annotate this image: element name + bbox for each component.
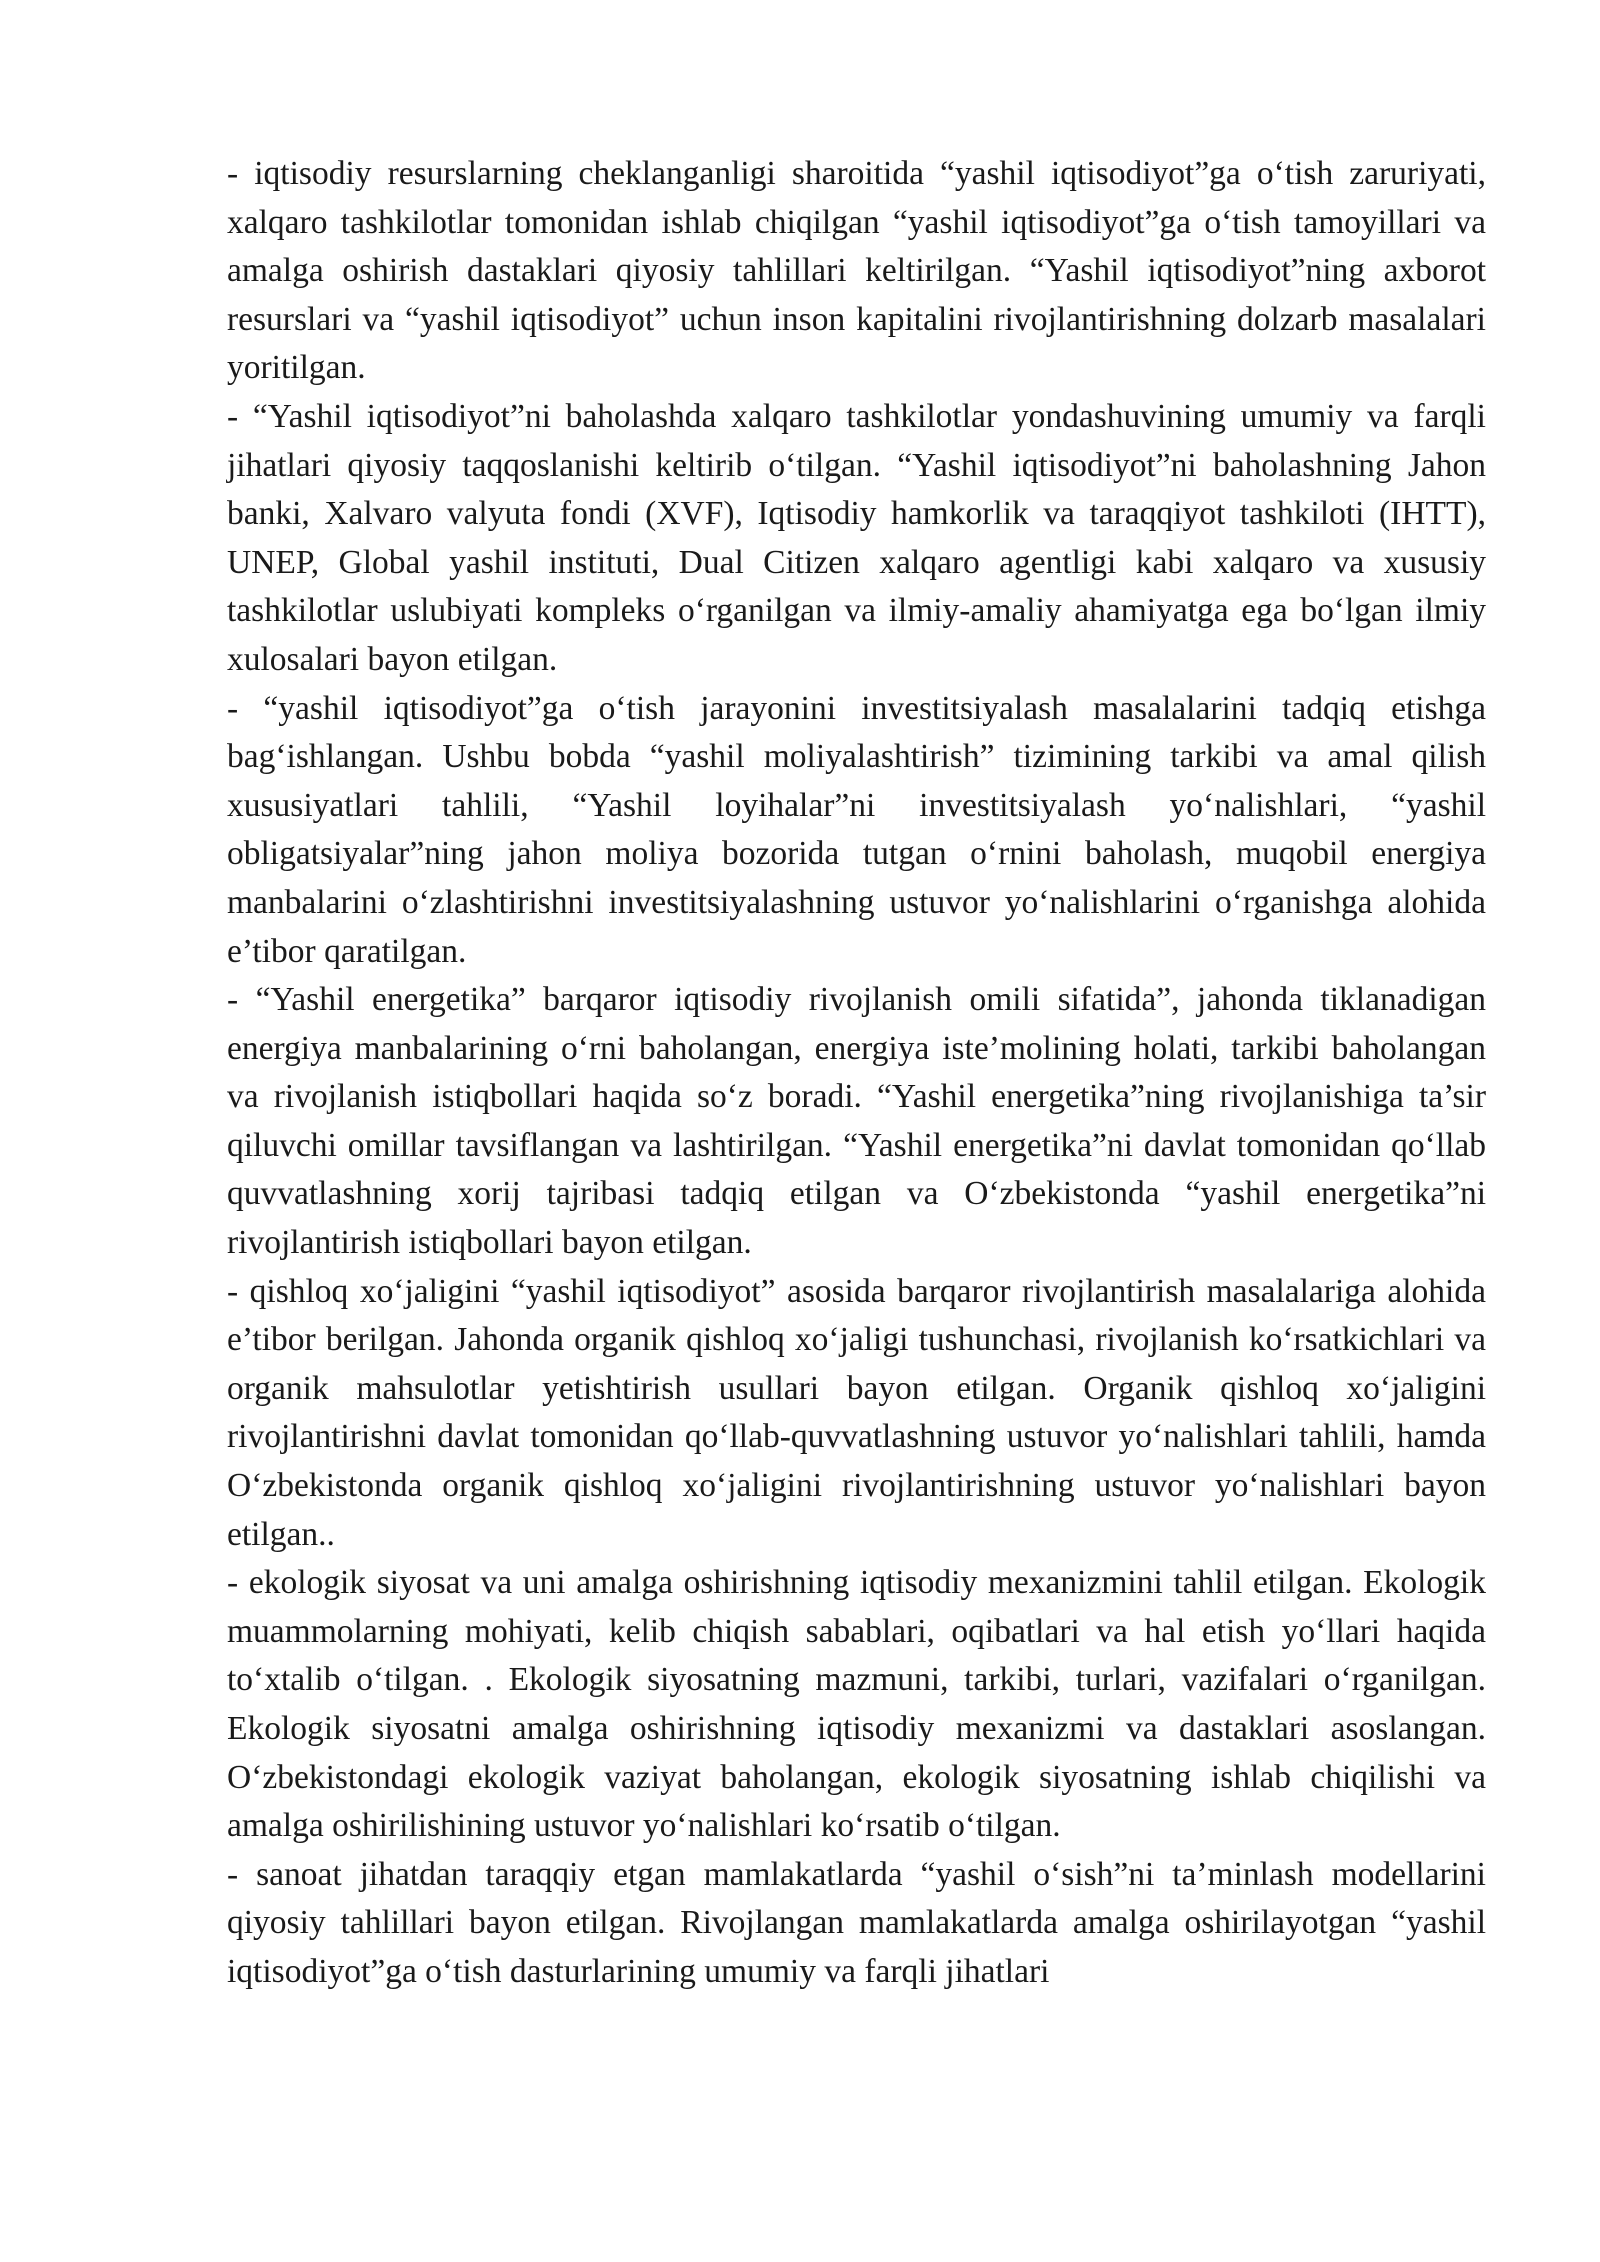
- paragraph-investment: - “yashil iqtisodiyot”ga o‘tish jarayonini investitsiyalash masalalarini tadqiq etishga bag‘ishlangan. Ushbu bobda “yashil moliyalashtirish” tizimining tarkibi va amal qilish xususiyatlari tahlili, “Yashil loyihalar”ni investitsiyalash yo‘nalishlari, “yashil obligatsiyalar”ning jahon moliya bozorida tutgan o‘rnini baholash, muqobil energiya manbalarini o‘zlashtirishni investitsiyalashning ustuvor yo‘nalishlarini o‘rganishga alohida e’tibor qaratilgan.: [227, 689, 1486, 970]
- paragraph-assessment-approaches: - “Yashil iqtisodiyot”ni baholashda xalqaro tashkilotlar yondashuvining umumiy va farqli jihatlari qiyosiy taqqoslanishi keltirib o‘tilgan. “Yashil iqtisodiyot”ni baholashning Jahon banki, Xalvaro valyuta fondi (XVF), Iqtisodiy hamkorlik va taraqqiyot tashkiloti (IHTT), UNEP, Global yashil instituti, Dual Citizen xalqaro agentligi kabi xalqaro va xususiy tashkilotlar uslubiyati kompleks o‘rganilgan va ilmiy-amaliy ahamiyatga ega bo‘lgan ilmiy xulosalari bayon etilgan.: [227, 397, 1486, 678]
- body-text: [227, 150, 1486, 1997]
- paragraph-agriculture: - qishloq xo‘jaligini “yashil iqtisodiyot” asosida barqaror rivojlantirish masalalariga alohida e’tibor berilgan. Jahonda organik qishloq xo‘jaligi tushunchasi, rivojlanish ko‘rsatkichlari va organik mahsulotlar yetishtirish usullari bayon etilgan. Organik qishloq xo‘jaligini rivojlantirishni davlat tomonidan qo‘llab-quvvatlashning ustuvor yo‘nalishlari tahlili, hamda O‘zbekistonda organik qishloq xo‘jaligini rivojlantirishning ustuvor yo‘nalishlari bayon etilgan..: [227, 1272, 1486, 1553]
- paragraph-ecological-policy: - ekologik siyosat va uni amalga oshirishning iqtisodiy mexanizmini tahlil etilgan. Ekologik muammolarning mohiyati, kelib chiqish sabablari, oqibatlari va hal etish yo‘llari haqida to‘xtalib o‘tilgan. . Ekologik siyosatning mazmuni, tarkibi, turlari, vazifalari o‘rganilgan. Ekologik siyosatni amalga oshirishning iqtisodiy mexanizmi va dastaklari asoslangan. O‘zbekistondagi ekologik vaziyat baholangan, ekologik siyosatning ishlab chiqilishi va amalga oshirilishining ustuvor yo‘nalishlari ko‘rsatib o‘tilgan.: [227, 1564, 1486, 1845]
- paragraph-green-energy: - “Yashil energetika” barqaror iqtisodiy rivojlanish omili sifatida”, jahonda tiklanadigan energiya manbalarining o‘rni baholangan, energiya iste’molining holati, tarkibi baholangan va rivojlanish istiqbollari haqida so‘z boradi. “Yashil energetika”ning rivojlanishiga ta’sir qiluvchi omillar tavsiflangan va lashtirilgan. “Yashil energetika”ni davlat tomonidan qo‘llab quvvatlashning xorij tajribasi tadqiq etilgan va O‘zbekistonda “yashil energetika”ni rivojlantirish istiqbollari bayon etilgan.: [227, 981, 1486, 1262]
- paragraph-green-growth-models: - sanoat jihatdan taraqqiy etgan mamlakatlarda “yashil o‘sish”ni ta’minlash modellarini qiyosiy tahlillari bayon etilgan. Rivojlangan mamlakatlarda amalga oshirilayotgan “yashil iqtisodiyot”ga o‘tish dasturlarining umumiy va farqli jihatlari: [227, 1855, 1486, 1990]
- paragraph-green-economy-transition: - iqtisodiy resurslarning cheklanganligi sharoitida “yashil iqtisodiyot”ga o‘tish zaruriyati, xalqaro tashkilotlar tomonidan ishlab chiqilgan “yashil iqtisodiyot”ga o‘tish tamoyillari va amalga oshirish dastaklari qiyosiy tahlillari keltirilgan. “Yashil iqtisodiyot”ning axborot resurslari va “yashil iqtisodiyot” uchun inson kapitalini rivojlantirishning dolzarb masalalari yoritilgan.: [227, 155, 1486, 387]
